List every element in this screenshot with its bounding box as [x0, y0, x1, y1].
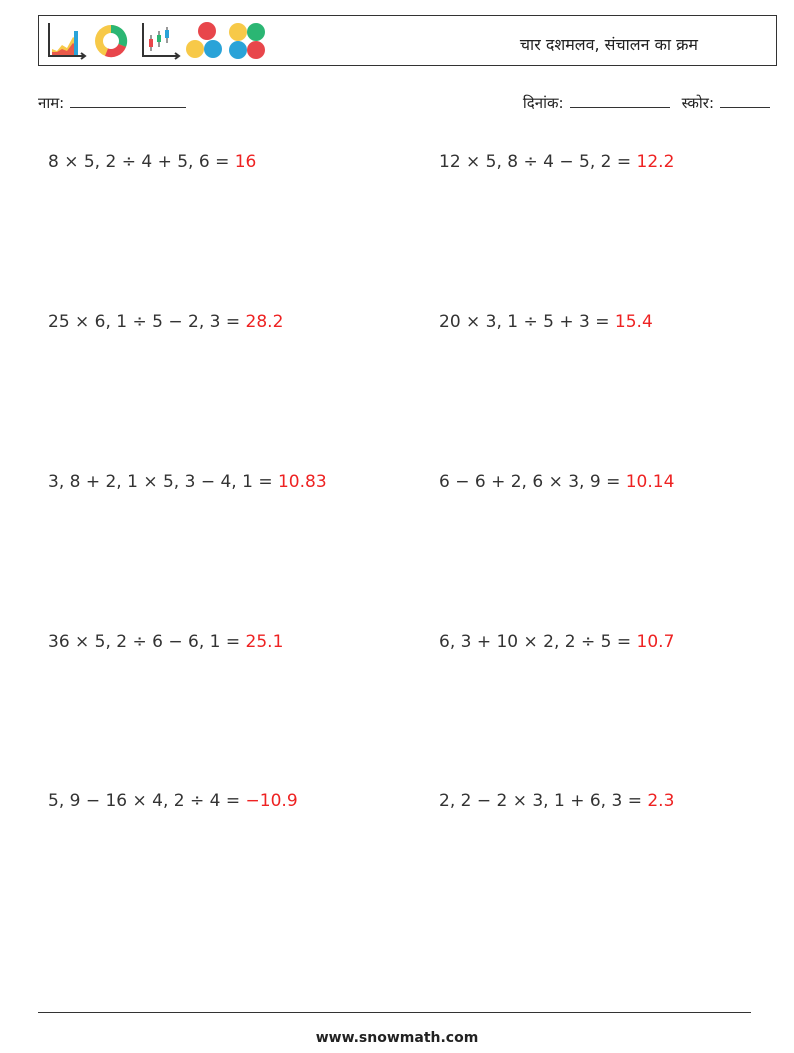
name-blank[interactable]	[70, 93, 186, 108]
donut-chart-icon	[95, 25, 127, 57]
name-label: नाम:	[38, 94, 65, 112]
numbered-quadrants-icon	[229, 23, 265, 59]
problem-4	[439, 312, 653, 332]
problem-answer: 25.1	[245, 632, 284, 652]
problem-answer: 16	[234, 152, 257, 172]
area-chart-icon	[49, 23, 85, 59]
worksheet-header	[38, 15, 777, 66]
problem-expression: 3, 8 + 2, 1 × 5, 3 − 4, 1 =	[48, 472, 273, 492]
problem-expression: 5, 9 − 16 × 4, 2 ÷ 4 =	[48, 791, 241, 811]
name-field	[38, 93, 186, 113]
numbered-circles-icon	[186, 22, 222, 58]
problem-answer: −10.9	[245, 791, 298, 811]
problem-expression: 8 × 5, 2 ÷ 4 + 5, 6 =	[48, 152, 230, 172]
footer-site-link[interactable]: www.snowmath.com	[315, 1030, 479, 1046]
problem-2	[439, 152, 674, 172]
worksheet-title: चार दशमलव, संचालन का क्रम	[519, 35, 698, 54]
problem-answer: 12.2	[636, 152, 675, 172]
problem-expression: 25 × 6, 1 ÷ 5 − 2, 3 =	[48, 312, 241, 332]
score-blank[interactable]	[720, 93, 770, 108]
problem-10	[439, 791, 674, 811]
problem-expression: 20 × 3, 1 ÷ 5 + 3 =	[439, 312, 610, 332]
problem-answer: 15.4	[614, 312, 653, 332]
logo-strip	[45, 21, 267, 61]
problem-answer: 10.7	[636, 632, 675, 652]
footer-divider	[38, 1012, 751, 1013]
problem-7	[48, 632, 283, 652]
score-label: स्कोर:	[681, 94, 714, 112]
problem-answer: 10.14	[625, 472, 675, 492]
problem-expression: 36 × 5, 2 ÷ 6 − 6, 1 =	[48, 632, 241, 652]
problem-6	[439, 472, 674, 492]
date-score-fields	[523, 93, 770, 113]
problem-expression: 12 × 5, 8 ÷ 4 − 5, 2 =	[439, 152, 632, 172]
problem-5	[48, 472, 327, 492]
problem-answer: 10.83	[277, 472, 327, 492]
problem-8	[439, 632, 674, 652]
problem-1	[48, 152, 256, 172]
candlestick-chart-icon	[143, 23, 179, 59]
date-blank[interactable]	[570, 93, 670, 108]
problem-expression: 2, 2 − 2 × 3, 1 + 6, 3 =	[439, 791, 642, 811]
date-label: दिनांक:	[522, 94, 564, 112]
problem-answer: 28.2	[245, 312, 284, 332]
problem-expression: 6 − 6 + 2, 6 × 3, 9 =	[439, 472, 621, 492]
problem-expression: 6, 3 + 10 × 2, 2 ÷ 5 =	[439, 632, 632, 652]
problem-9	[48, 791, 298, 811]
problem-3	[48, 312, 283, 332]
problem-answer: 2.3	[647, 791, 675, 811]
